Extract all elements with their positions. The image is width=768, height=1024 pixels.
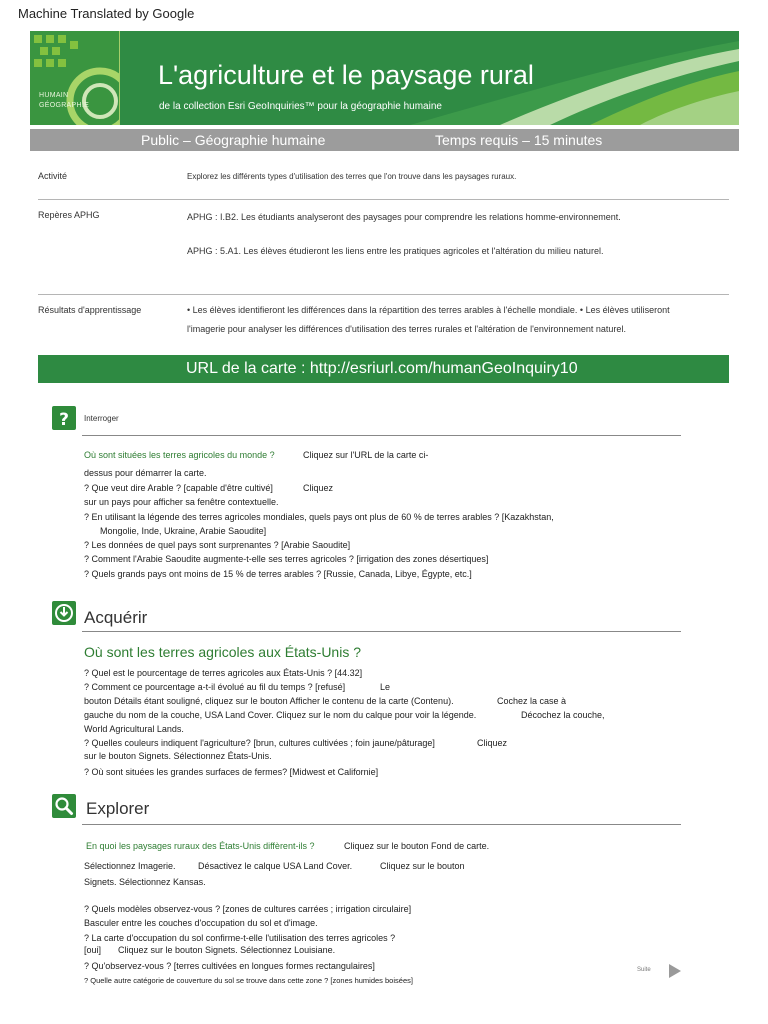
explore-step: Cliquez sur le bouton Fond de carte. — [344, 841, 490, 851]
ask-question: Où sont situées les terres agricoles du monde ? — [84, 450, 275, 460]
outcomes-label: Résultats d'apprentissage — [38, 305, 142, 315]
explore-step: ? Quelle autre catégorie de couverture du sol se trouve dans cette zone ? [zones humides boisées] — [84, 976, 413, 985]
logo-line-2: GÉOGRAPHIE — [39, 102, 90, 109]
acquire-step: Décochez la couche, — [521, 710, 605, 720]
acquire-step: Cochez la case à — [497, 696, 567, 706]
acquire-step: ? Comment ce pourcentage a-t-il évolué au fil du temps ? [refusé] — [84, 682, 346, 692]
ask-step: Mongolie, Inde, Ukraine, Arabie Saoudite] — [100, 526, 267, 536]
ask-step: Cliquez — [303, 483, 334, 493]
question-icon — [52, 406, 76, 430]
explore-step: ? La carte d'occupation du sol confirme-t-elle l'utilisation des terres agricoles ? — [84, 933, 396, 943]
ask-step: ? Les données de quel pays sont surprenantes ? [Arabie Saoudite] — [84, 540, 351, 550]
section-title-acquire: Acquérir — [84, 608, 148, 627]
section-title-explore: Explorer — [86, 799, 150, 818]
geoinquiries-logo — [30, 31, 120, 125]
acquire-step: ? Quelles couleurs indiquent l'agriculture? [brun, cultures cultivées ; foin jaune/pâturage] — [84, 738, 435, 748]
acquire-step: ? Quel est le pourcentage de terres agricoles aux États-Unis ? [44.32] — [84, 668, 363, 678]
outcome-line: • Les élèves identifieront les différences dans la répartition des terres arables à l'échelle mondiale. • Les élèves utiliseront — [187, 305, 670, 315]
explore-step: [oui] — [84, 945, 102, 955]
outcome-line: l'imagerie pour analyser les différences d'utilisation des terres rurales et l'altération de l'environnement naturel. — [187, 324, 626, 334]
explore-step: Désactivez le calque USA Land Cover. — [198, 861, 353, 871]
page-subtitle: de la collection Esri GeoInquiries™ pour la géographie humaine — [159, 101, 442, 112]
audience-label: Public – Géographie humaine — [141, 132, 326, 148]
acquire-step: gauche du nom de la couche, USA Land Cover. Cliquez sur le nom du calque pour voir la légende. — [84, 710, 477, 720]
info-bar — [30, 129, 739, 151]
download-icon — [52, 601, 76, 625]
ask-step: ? Que veut dire Arable ? [capable d'être cultivé] — [84, 483, 273, 493]
ask-step: Cliquez sur l'URL de la carte ci- — [303, 450, 429, 460]
section-rule — [82, 824, 681, 825]
explore-step: Sélectionnez Imagerie. — [84, 861, 176, 871]
acquire-step: Cliquez — [477, 738, 508, 748]
explore-step: Basculer entre les couches d'occupation du sol et d'image. — [84, 918, 318, 928]
activity-text: Explorez les différents types d'utilisation des terres que l'on trouve dans les paysages ruraux. — [187, 172, 517, 181]
ask-step: ? Quels grands pays ont moins de 15 % de terres arables ? [Russie, Canada, Libye, Égypte, etc.] — [84, 569, 472, 579]
explore-step: ? Qu'observez-vous ? [terres cultivées en longues formes rectangulaires] — [84, 961, 375, 971]
map-url-link[interactable]: URL de la carte : http://esriurl.com/humanGeoInquiry10 — [186, 360, 578, 377]
ask-step: dessus pour démarrer la carte. — [84, 468, 207, 478]
section-title-ask: Interroger — [84, 414, 119, 423]
section-rule — [82, 435, 681, 436]
svg-text:?: ? — [59, 410, 69, 430]
next-page-label[interactable]: Suite — [637, 967, 651, 973]
standards-label: Repères APHG — [38, 210, 100, 220]
standard-item: APHG : 5.A1. Les élèves étudieront les liens entre les pratiques agricoles et l'altération du milieu naturel. — [187, 246, 604, 256]
logo-line-1: HUMAIN — [39, 92, 69, 99]
explore-step: Signets. Sélectionnez Kansas. — [84, 877, 206, 887]
machine-translated-notice: Machine Translated by Google — [18, 6, 195, 21]
activity-label: Activité — [38, 171, 68, 181]
standard-item: APHG : I.B2. Les étudiants analyseront des paysages pour comprendre les relations homme-environnement. — [187, 212, 621, 222]
time-required-label: Temps requis – 15 minutes — [435, 132, 603, 148]
explore-step: Cliquez sur le bouton Signets. Sélectionnez Louisiane. — [118, 945, 336, 955]
divider — [38, 199, 729, 200]
acquire-step: World Agricultural Lands. — [84, 724, 184, 734]
divider — [38, 294, 729, 295]
explore-question: En quoi les paysages ruraux des États-Unis diffèrent-ils ? — [86, 841, 315, 851]
acquire-step: ? Où sont situées les grandes surfaces de fermes? [Midwest et Californie] — [84, 767, 379, 777]
explore-step: Cliquez sur le bouton — [380, 861, 465, 871]
ask-step: sur un pays pour afficher sa fenêtre contextuelle. — [84, 497, 279, 507]
acquire-step: bouton Détails étant souligné, cliquez sur le bouton Afficher le contenu de la carte (Contenu). — [84, 696, 454, 706]
play-arrow-icon[interactable] — [669, 964, 681, 978]
acquire-question: Où sont les terres agricoles aux États-Unis ? — [84, 644, 362, 660]
acquire-step: sur le bouton Signets. Sélectionnez États-Unis. — [84, 751, 272, 761]
ask-step: ? En utilisant la légende des terres agricoles mondiales, quels pays ont plus de 60 % de terres arables ? [Kazakhstan, — [84, 512, 554, 522]
explore-step: ? Quels modèles observez-vous ? [zones de cultures carrées ; irrigation circulaire] — [84, 904, 412, 914]
acquire-step: Le — [380, 682, 391, 692]
page-title: L'agriculture et le paysage rural — [158, 60, 534, 90]
magnifier-icon — [52, 794, 76, 818]
ask-step: ? Comment l'Arabie Saoudite augmente-t-elle ses terres agricoles ? [irrigation des zones désertiques] — [84, 554, 489, 564]
section-rule — [82, 631, 681, 632]
